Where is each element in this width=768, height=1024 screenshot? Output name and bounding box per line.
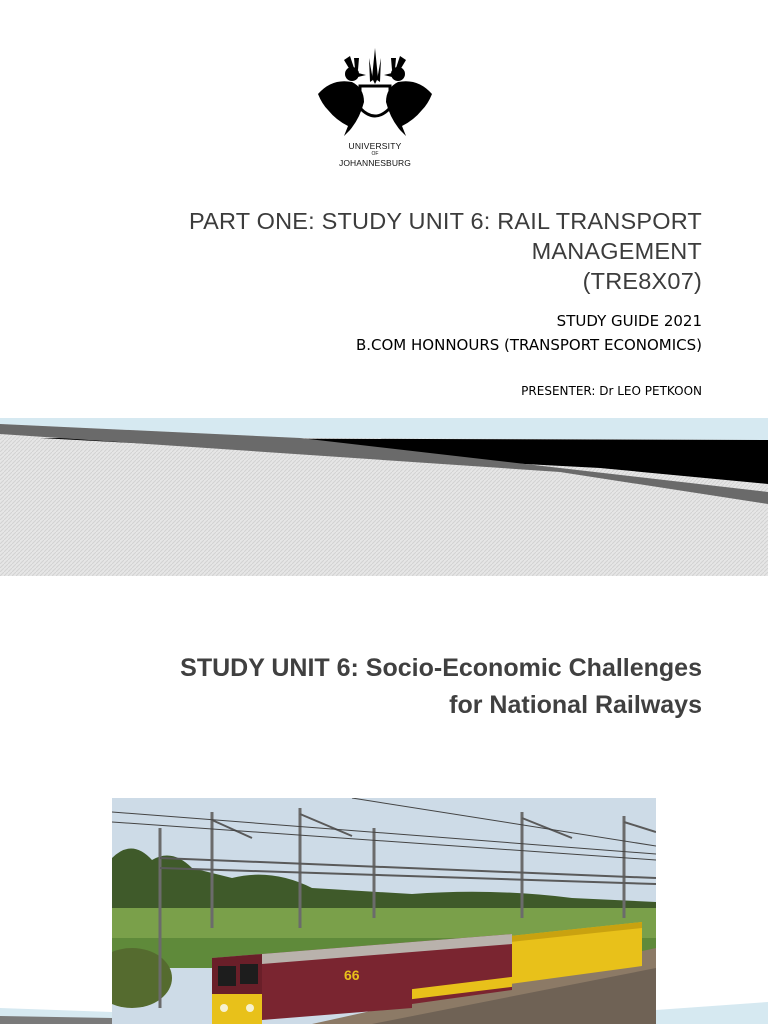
decorative-stripe xyxy=(0,988,768,1024)
locomotive-number: 66 xyxy=(344,967,360,983)
crest-icon xyxy=(314,44,436,140)
slide-title-line: MANAGEMENT xyxy=(531,238,702,264)
slide-title-line: (TRE8X07) xyxy=(582,268,702,294)
presenter-label: PRESENTER: Dr LEO PETKOON xyxy=(521,384,702,398)
slide-heading-line: STUDY UNIT 6: Socio-Economic Challenges xyxy=(180,654,702,682)
logo-text-johannesburg: JOHANNESBURG xyxy=(338,158,412,168)
study-guide-label: STUDY GUIDE 2021 xyxy=(556,312,702,330)
slide-heading xyxy=(42,650,702,724)
university-logo xyxy=(314,44,436,176)
logo-text-of: OF xyxy=(371,151,379,157)
slide-heading-line: for National Railways xyxy=(449,691,702,719)
slide-title xyxy=(102,206,702,296)
slide-title-line: PART ONE: STUDY UNIT 6: RAIL TRANSPORT xyxy=(189,208,702,234)
degree-label: B.COM HONNOURS (TRANSPORT ECONOMICS) xyxy=(355,336,702,354)
content-slide xyxy=(0,576,768,1024)
logo-text-university: UNIVERSITY xyxy=(348,141,402,151)
decorative-band xyxy=(0,400,768,576)
